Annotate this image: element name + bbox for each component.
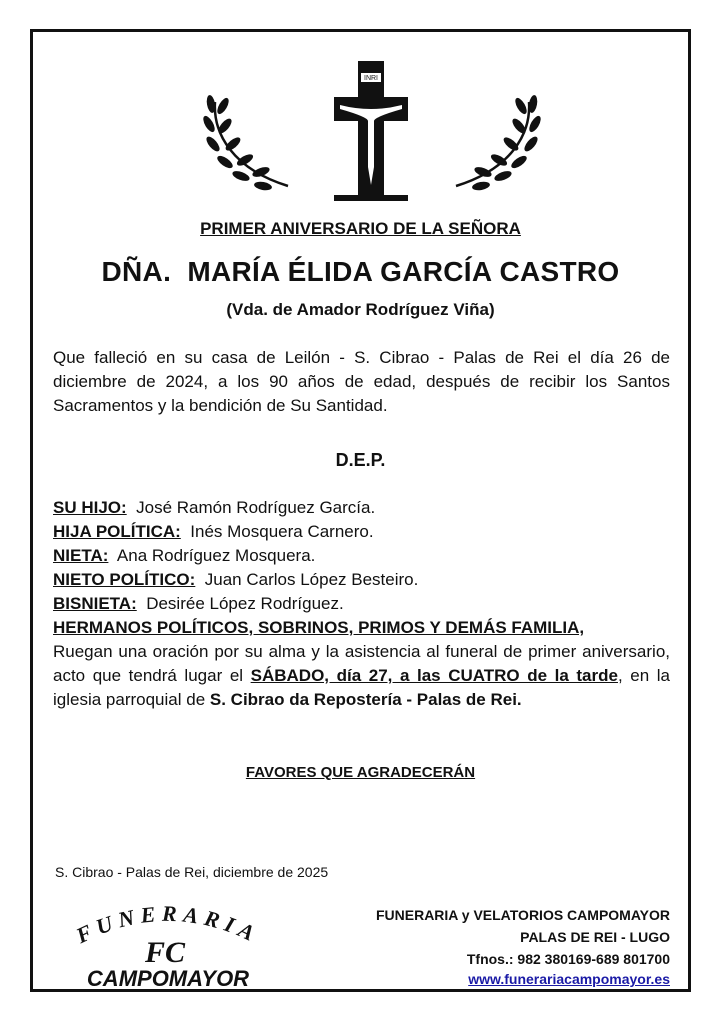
notice-heading: PRIMER ANIVERSARIO DE LA SEÑORA — [200, 219, 521, 238]
church-name: S. Cibrao da Repostería - Palas de Rei. — [209, 690, 522, 709]
contact-company: FUNERARIA y VELATORIOS CAMPOMAYOR — [375, 907, 670, 923]
family-role: NIETA: — [53, 546, 109, 565]
family-line — [53, 568, 418, 592]
crucifix-icon — [330, 57, 412, 203]
request-paragraph — [53, 640, 670, 712]
relatives-line: HERMANOS POLÍTICOS, SOBRINOS, PRIMOS Y DEMÁS FAMILIA, — [53, 618, 585, 637]
dateline: S. Cibrao - Palas de Rei, diciembre de 2025 — [55, 864, 329, 880]
logo-arc-text: FUNERARIA — [72, 900, 264, 949]
intro-paragraph: Que falleció en su casa de Leilón - S. Cibrao - Palas de Rei el día 26 de diciembre de 2024, a los 90 años de edad, después de recibir los Santos Sacramentos y la bendición de Su Santidad. — [53, 348, 670, 415]
family-member: Inés Mosquera Carnero. — [190, 522, 374, 541]
family-member: Ana Rodríguez Mosquera. — [116, 546, 316, 565]
family-role: BISNIETA: — [53, 594, 137, 613]
funeral-datetime: SÁBADO, día 27, a las CUATRO de la tarde — [250, 666, 618, 685]
website-link[interactable]: www.funerariacampomayor.es — [468, 971, 670, 987]
request-text: Ruegan una oración por su alma y la asistencia al funeral de primer aniversario, acto que tendrá lugar el — [53, 642, 670, 685]
family-line — [53, 544, 315, 568]
deceased-subtitle: (Vda. de Amador Rodríguez Viña) — [226, 300, 495, 319]
deceased-name: DÑA. MARÍA ÉLIDA GARCÍA CASTRO — [101, 256, 620, 287]
funeraria-logo — [53, 900, 283, 990]
logo-name: CAMPOMAYOR — [86, 966, 250, 990]
request-text: , en la iglesia parroquial de — [53, 666, 670, 709]
logo-monogram: FC — [144, 936, 186, 969]
family-member: José Ramón Rodríguez García. — [136, 498, 376, 517]
left-laurel-icon — [203, 94, 293, 194]
family-line — [53, 496, 375, 520]
favores-line: FAVORES QUE AGRADECERÁN — [245, 764, 476, 781]
family-line — [53, 592, 344, 616]
family-role: NIETO POLÍTICO: — [53, 570, 196, 589]
family-role: HIJA POLÍTICA: — [53, 522, 181, 541]
family-member: Desirée López Rodríguez. — [146, 594, 344, 613]
family-line — [53, 520, 374, 544]
right-laurel-icon — [451, 94, 541, 194]
contact-location: PALAS DE REI - LUGO — [520, 929, 670, 945]
dep-label: D.E.P. — [335, 450, 386, 470]
contact-phones: Tfnos.: 982 380169-689 801700 — [466, 951, 670, 967]
inri-label: INRI — [364, 75, 378, 82]
family-member: Juan Carlos López Besteiro. — [204, 570, 419, 589]
notice-frame — [30, 29, 691, 992]
family-role: SU HIJO: — [53, 498, 127, 517]
